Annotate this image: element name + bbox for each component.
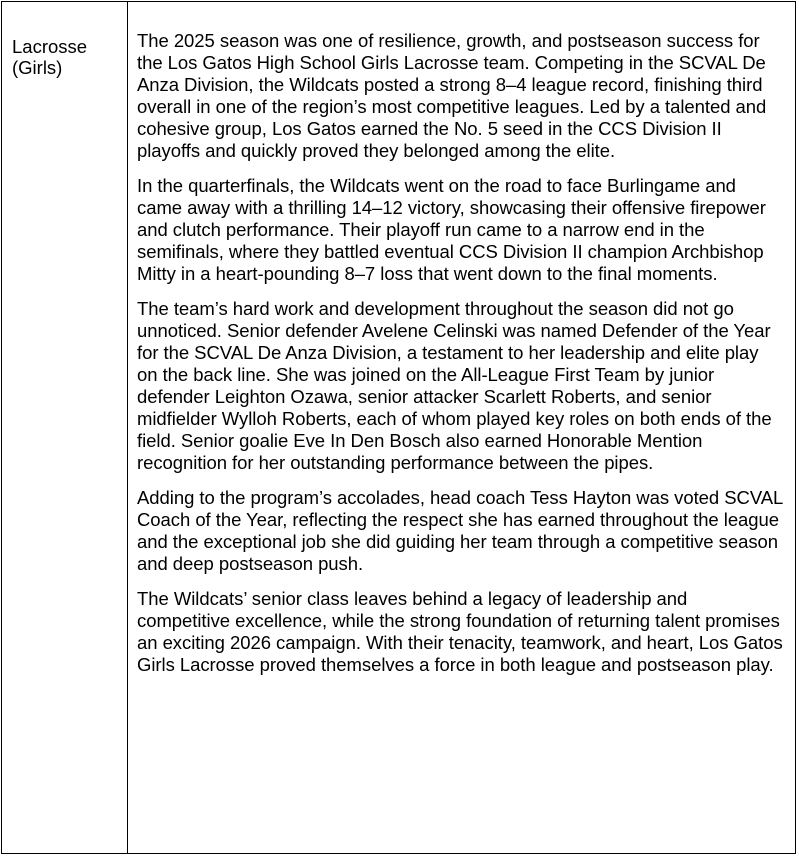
paragraph-coach: Adding to the program’s accolades, head coach Tess Hayton was voted SCVAL Coach of the Year, reflecting the respect she has earned throughout the league and the exceptional job she did guiding her team through a competitive season and deep postseason push. xyxy=(137,487,783,574)
paragraph-playoffs: In the quarterfinals, the Wildcats went on the road to face Burlingame and came away with a thrilling 14–12 victory, showcasing their offensive firepower and clutch performance. Their playoff run came to a narrow end in the semifinals, where they battled eventual CCS Division II champion Archbishop Mitty in a heart-pounding 8–7 loss that went down to the final moments. xyxy=(137,175,766,284)
paragraph-season-overview: The 2025 season was one of resilience, growth, and postseason success for the Los Gatos High School Girls Lacrosse team. Competing in the SCVAL De Anza Division, the Wildcats posted a strong 8–4 league record, finishing third overall in one of the region’s most competitive leagues. Led by a talented and cohesive group, Los Gatos earned the No. 5 seed in the CCS Division II playoffs and quickly proved they belonged among the elite. xyxy=(137,30,767,161)
summary-cell xyxy=(128,2,795,853)
season-summary-table xyxy=(1,1,796,854)
sport-name: Lacrosse (Girls) xyxy=(12,36,88,78)
paragraph-awards: The team’s hard work and development throughout the season did not go unnoticed. Senior defender Avelene Celinski was named Defender of the Year for the SCVAL De Anza Division, a testament to her leadership and elite play on the back line. She was joined on the All-League First Team by junior defender Leighton Ozawa, senior attacker Scarlett Roberts, and senior midfielder Wylloh Roberts, each of whom played key roles on both ends of the field. Senior goalie Eve In Den Bosch also earned Honorable Mention recognition for her outstanding performance between the pipes. xyxy=(137,298,772,473)
sport-cell xyxy=(2,2,128,853)
paragraph-outlook: The Wildcats’ senior class leaves behind a legacy of leadership and competitive excellence, while the strong foundation of returning talent promises an exciting 2026 campaign. With their tenacity, teamwork, and heart, Los Gatos Girls Lacrosse proved themselves a force in both league and postseason play. xyxy=(137,588,783,675)
